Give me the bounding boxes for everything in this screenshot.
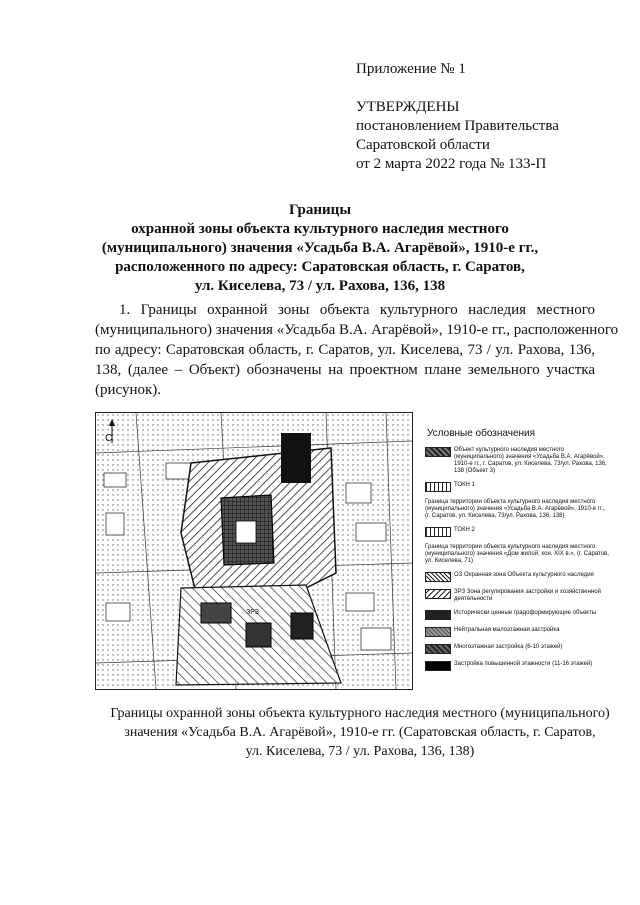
legend-item [425, 544, 610, 565]
legend-swatch [425, 661, 451, 671]
caption-line: значения «Усадьба В.А. Агарёвой», 1910-е гг. (Саратовская область, г. Саратов, [124, 725, 596, 740]
legend-swatch [425, 610, 451, 620]
legend-text: Застройка повышенной этажности (11-16 этажей) [454, 661, 593, 667]
paragraph-line: 1. Границы охранной зоны объекта культурного наследия местного [119, 302, 595, 318]
approved-heading: УТВЕРЖДЕНЫ [356, 99, 460, 115]
zone-label: ЗРЗ [246, 609, 259, 616]
paragraph-line: 138, (далее – Объект) обозначены на проектном плане земельного участка [95, 362, 595, 378]
legend-text: ТОКН 2 [454, 527, 475, 533]
appendix-label: Приложение № 1 [356, 61, 466, 77]
title-line: расположенного по адресу: Саратовская область, г. Саратов, [115, 259, 525, 275]
legend-text: Исторически ценные градоформирующие объекты [454, 610, 597, 616]
legend-item [425, 482, 610, 492]
legend-swatch [425, 447, 451, 457]
legend-item [425, 661, 610, 671]
paragraph-line: (муниципального) значения «Усадьба В.А. Агарёвой», 1910-е гг., расположенного [95, 322, 619, 338]
title-line: Границы [288, 202, 352, 218]
title-line: ул. Киселева, 73 / ул. Рахова, 136, 138 [194, 278, 446, 294]
legend-item [425, 447, 610, 475]
caption-line: ул. Киселева, 73 / ул. Рахова, 136, 138) [245, 744, 475, 759]
legend-item [425, 589, 610, 603]
legend-swatch [425, 589, 451, 599]
legend-swatch [425, 627, 451, 637]
site-plan-drawing [96, 413, 412, 689]
legend-item [425, 610, 610, 620]
legend-text: Граница территории объекта культурного наследия местного (муниципального) значения «Дом жилой, кон. XIX в.», (г. Саратов, ул. Киселева, 71) [425, 544, 609, 564]
legend-item [425, 499, 610, 520]
legend-swatch [425, 644, 451, 654]
legend-swatch [425, 527, 451, 537]
legend-text: Объект культурного наследия местного (муниципального) значения «Усадьба В.А. Агарёвой», 1910-е гг., г. Саратов, ул. Киселева, 73/ул. Рахова, 136, 138 (Объект 3) [454, 447, 607, 474]
legend-item [425, 644, 610, 654]
legend-item [425, 627, 610, 637]
approval-line-2: Саратовской области [356, 137, 490, 153]
north-label: С [105, 433, 113, 444]
caption-line: Границы охранной зоны объекта культурного наследия местного (муниципального) [110, 706, 610, 721]
legend-swatch [425, 482, 451, 492]
legend-text: Многоэтажная застройка (6-10 этажей) [454, 644, 563, 650]
legend-text: ОЗ Охранная зона Объекта культурного наследия [454, 572, 594, 578]
title-line: (муниципального) значения «Усадьба В.А. Агарёвой», 1910-е гг., [101, 240, 539, 256]
figure-caption [110, 704, 610, 761]
legend-item [425, 572, 610, 582]
paragraph-line: (рисунок). [95, 382, 162, 398]
legend-swatch [425, 572, 451, 582]
legend-text: Граница территории объекта культурного наследия местного (муниципального) значения «Усадьба В.А. Агарёвой», 1910-е гг., (г. Саратов, ул. Киселева, 73/ул. Рахова, 136, 138) [425, 499, 605, 519]
map-legend [425, 428, 610, 678]
title-line: охранной зоны объекта культурного наследия местного [131, 221, 509, 237]
paragraph-line: по адресу: Саратовская область, г. Саратов, ул. Киселева, 73 / ул. Рахова, 136, [95, 342, 595, 358]
legend-title: Условные обозначения [427, 428, 536, 439]
approval-line-3: от 2 марта 2022 года № 133-П [356, 156, 547, 172]
legend-item [425, 527, 610, 537]
legend-text: ТОКН 1 [454, 482, 475, 488]
approval-line-1: постановлением Правительства [356, 118, 559, 134]
body-paragraph [95, 300, 619, 400]
approval-block [356, 60, 626, 174]
site-plan-map [95, 412, 413, 690]
document-title [80, 201, 560, 296]
legend-text: Нейтральная малоэтажная застройка [454, 627, 560, 633]
legend-text: ЗРЗ Зона регулирования застройки и хозяйственной деятельности [454, 589, 601, 602]
